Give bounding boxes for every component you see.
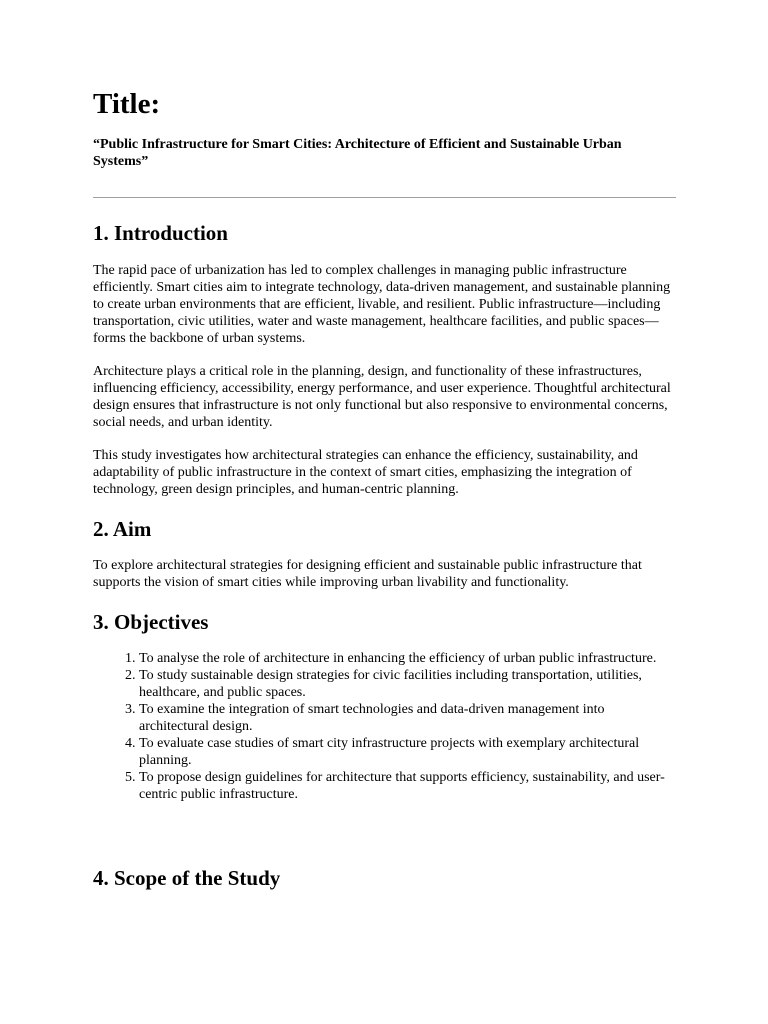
introduction-paragraph-2: Architecture plays a critical role in the planning, design, and functionality of these infrastructures, influencing efficiency, accessibility, energy performance, and user experience. Thoughtful architectural design ensures that infrastructure is not only functional but also responsive to environmental concerns, social needs, and urban identity.	[93, 364, 671, 430]
objectives-heading: 3. Objectives	[93, 610, 209, 634]
introduction-paragraph-3: This study investigates how architectural strategies can enhance the efficiency, sustainability, and adaptability of public infrastructure in the context of smart cities, emphasizing the integration of technology, green design principles, and human-centric planning.	[93, 448, 638, 497]
objective-item: 4. To evaluate case studies of smart city infrastructure projects with exemplary architectural planning.	[139, 735, 676, 769]
objective-item: 1. To analyse the role of architecture in enhancing the efficiency of urban public infrastructure.	[139, 650, 676, 667]
horizontal-divider	[93, 197, 676, 198]
introduction-heading: 1. Introduction	[93, 221, 228, 245]
objective-item: 2. To study sustainable design strategies for civic facilities including transportation, utilities, healthcare, and public spaces.	[139, 667, 676, 701]
introduction-paragraph-1: The rapid pace of urbanization has led to complex challenges in managing public infrastructure efficiently. Smart cities aim to integrate technology, data-driven management, and sustainable planning to create urban environments that are efficient, livable, and resilient. Public infrastructure—including transportation, civic utilities, water and waste management, healthcare facilities, and public spaces—forms the backbone of urban systems.	[93, 263, 671, 346]
aim-heading: 2. Aim	[93, 517, 152, 541]
document-subtitle: “Public Infrastructure for Smart Cities: Architecture of Efficient and Sustainable Urban Systems”	[93, 137, 622, 169]
aim-paragraph: To explore architectural strategies for designing efficient and sustainable public infrastructure that supports the vision of smart cities while improving urban livability and functionality.	[93, 558, 642, 590]
objective-item: 3. To examine the integration of smart technologies and data-driven management into architectural design.	[139, 701, 676, 735]
scope-heading: 4. Scope of the Study	[93, 866, 281, 890]
objectives-list	[93, 650, 676, 803]
objective-item: 5. To propose design guidelines for architecture that supports efficiency, sustainability, and user-centric public infrastructure.	[139, 769, 676, 803]
document-title: Title:	[93, 88, 161, 120]
